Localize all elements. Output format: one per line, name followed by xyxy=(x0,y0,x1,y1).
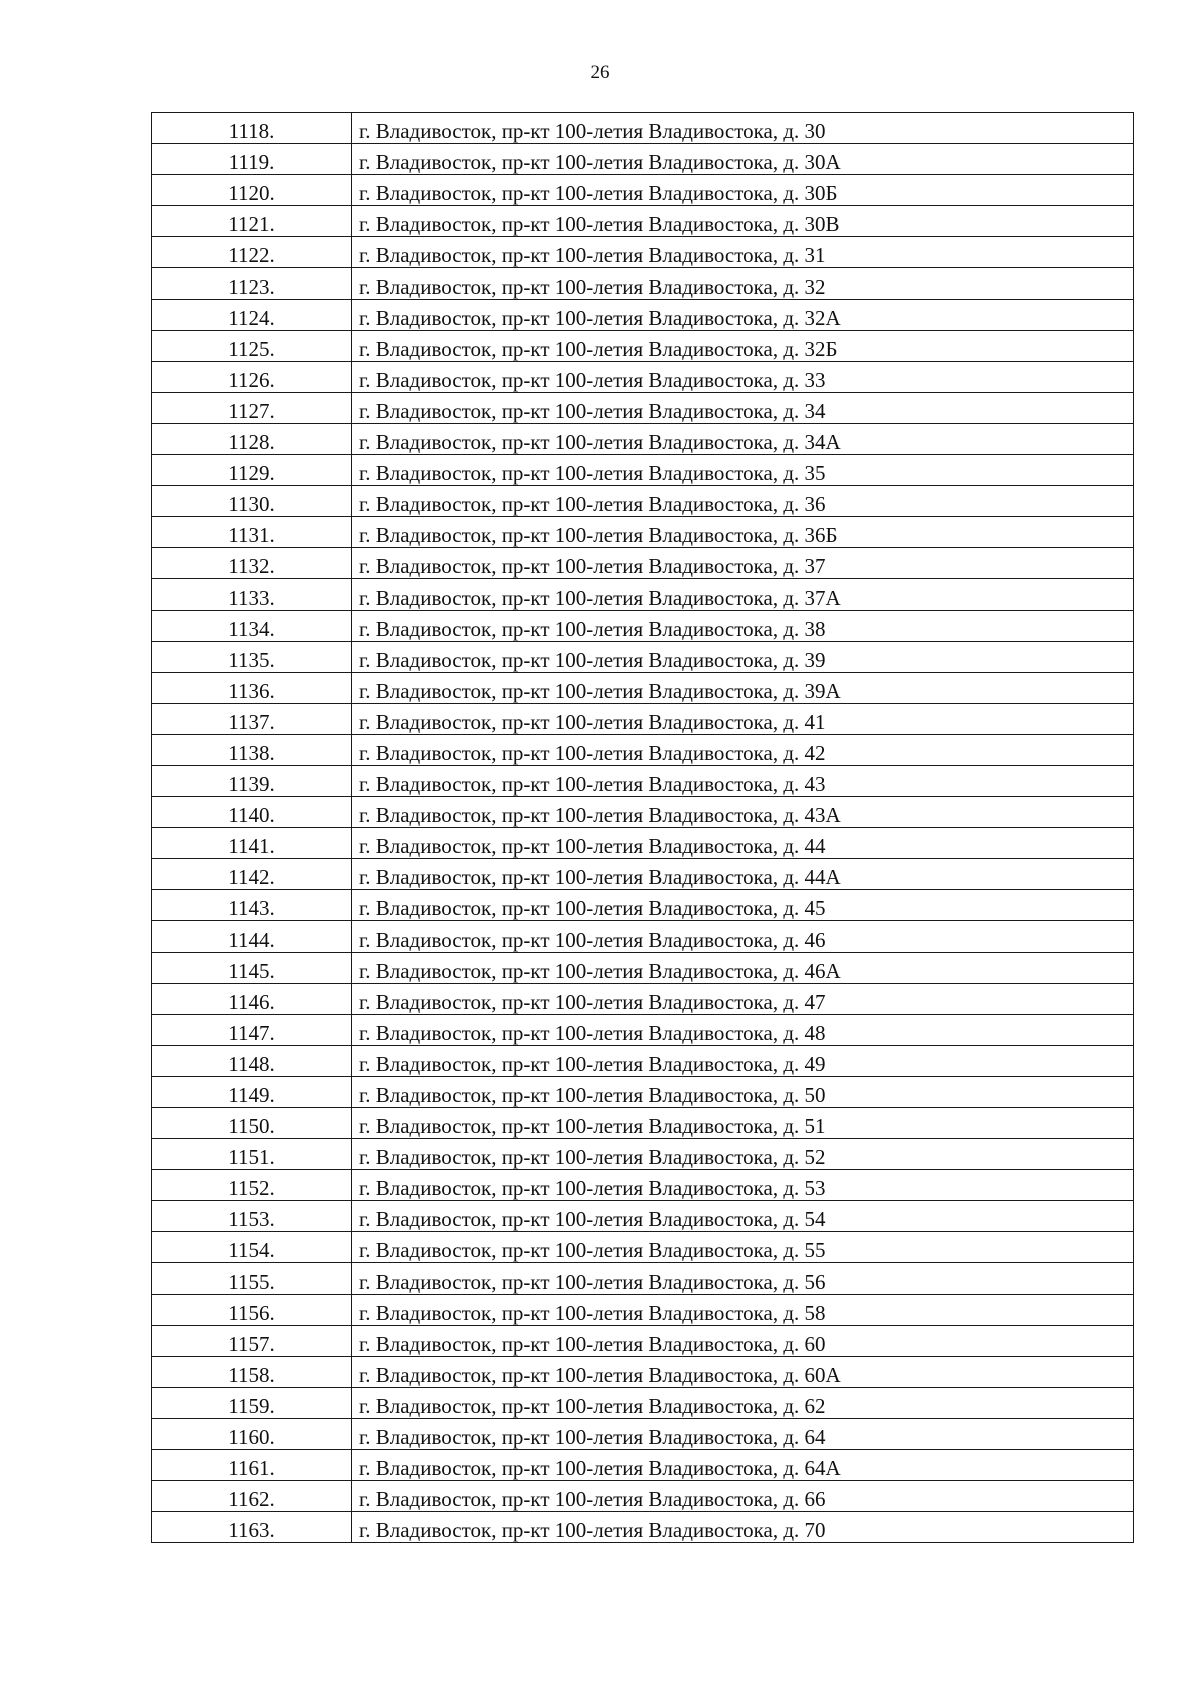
row-number-cell: 1160. xyxy=(152,1418,352,1449)
row-number-cell: 1124. xyxy=(152,299,352,330)
address-cell: г. Владивосток, пр-кт 100-летия Владивостока, д. 60 xyxy=(352,1325,1134,1356)
row-number-cell: 1125. xyxy=(152,330,352,361)
table-row xyxy=(152,1263,1134,1294)
row-number-cell: 1158. xyxy=(152,1356,352,1387)
address-cell: г. Владивосток, пр-кт 100-летия Владивостока, д. 35 xyxy=(352,455,1134,486)
row-number-cell: 1131. xyxy=(152,517,352,548)
address-cell: г. Владивосток, пр-кт 100-летия Владивостока, д. 41 xyxy=(352,703,1134,734)
row-number-cell: 1150. xyxy=(152,1108,352,1139)
page-number: 26 xyxy=(590,62,610,83)
table-row xyxy=(152,1139,1134,1170)
row-number-cell: 1147. xyxy=(152,1014,352,1045)
table-row xyxy=(152,268,1134,299)
table-row xyxy=(152,237,1134,268)
table-row xyxy=(152,672,1134,703)
table-row xyxy=(152,890,1134,921)
table-row xyxy=(152,175,1134,206)
table-row xyxy=(152,548,1134,579)
table-row xyxy=(152,299,1134,330)
address-cell: г. Владивосток, пр-кт 100-летия Владивостока, д. 42 xyxy=(352,734,1134,765)
table-row xyxy=(152,610,1134,641)
address-cell: г. Владивосток, пр-кт 100-летия Владивостока, д. 49 xyxy=(352,1045,1134,1076)
row-number-cell: 1121. xyxy=(152,206,352,237)
address-cell: г. Владивосток, пр-кт 100-летия Владивостока, д. 52 xyxy=(352,1139,1134,1170)
address-cell: г. Владивосток, пр-кт 100-летия Владивостока, д. 64 xyxy=(352,1418,1134,1449)
row-number-cell: 1134. xyxy=(152,610,352,641)
row-number-cell: 1122. xyxy=(152,237,352,268)
address-cell: г. Владивосток, пр-кт 100-летия Владивостока, д. 30 xyxy=(352,113,1134,144)
table-row xyxy=(152,579,1134,610)
address-cell: г. Владивосток, пр-кт 100-летия Владивостока, д. 70 xyxy=(352,1512,1134,1543)
address-cell: г. Владивосток, пр-кт 100-летия Владивостока, д. 53 xyxy=(352,1170,1134,1201)
table-row xyxy=(152,641,1134,672)
table-row xyxy=(152,361,1134,392)
table-row xyxy=(152,828,1134,859)
address-cell: г. Владивосток, пр-кт 100-летия Владивостока, д. 39 xyxy=(352,641,1134,672)
address-cell: г. Владивосток, пр-кт 100-летия Владивостока, д. 44 xyxy=(352,828,1134,859)
row-number-cell: 1157. xyxy=(152,1325,352,1356)
table-row xyxy=(152,1325,1134,1356)
row-number-cell: 1154. xyxy=(152,1232,352,1263)
table-row xyxy=(152,206,1134,237)
row-number-cell: 1163. xyxy=(152,1512,352,1543)
row-number-cell: 1129. xyxy=(152,455,352,486)
address-cell: г. Владивосток, пр-кт 100-летия Владивостока, д. 31 xyxy=(352,237,1134,268)
table-row xyxy=(152,486,1134,517)
table-row xyxy=(152,1201,1134,1232)
table-row xyxy=(152,330,1134,361)
address-cell: г. Владивосток, пр-кт 100-летия Владивостока, д. 34А xyxy=(352,423,1134,454)
address-cell: г. Владивосток, пр-кт 100-летия Владивостока, д. 30А xyxy=(352,144,1134,175)
address-cell: г. Владивосток, пр-кт 100-летия Владивостока, д. 56 xyxy=(352,1263,1134,1294)
row-number-cell: 1142. xyxy=(152,859,352,890)
address-cell: г. Владивосток, пр-кт 100-летия Владивостока, д. 36 xyxy=(352,486,1134,517)
row-number-cell: 1144. xyxy=(152,921,352,952)
address-cell: г. Владивосток, пр-кт 100-летия Владивостока, д. 64А xyxy=(352,1450,1134,1481)
row-number-cell: 1119. xyxy=(152,144,352,175)
address-cell: г. Владивосток, пр-кт 100-летия Владивостока, д. 46А xyxy=(352,952,1134,983)
table-row xyxy=(152,144,1134,175)
row-number-cell: 1132. xyxy=(152,548,352,579)
table-row xyxy=(152,1294,1134,1325)
row-number-cell: 1133. xyxy=(152,579,352,610)
address-cell: г. Владивосток, пр-кт 100-летия Владивостока, д. 34 xyxy=(352,392,1134,423)
row-number-cell: 1143. xyxy=(152,890,352,921)
address-cell: г. Владивосток, пр-кт 100-летия Владивостока, д. 62 xyxy=(352,1387,1134,1418)
table-row xyxy=(152,1076,1134,1107)
address-cell: г. Владивосток, пр-кт 100-летия Владивостока, д. 48 xyxy=(352,1014,1134,1045)
address-cell: г. Владивосток, пр-кт 100-летия Владивостока, д. 58 xyxy=(352,1294,1134,1325)
table-row xyxy=(152,392,1134,423)
table-row xyxy=(152,983,1134,1014)
table-row xyxy=(152,921,1134,952)
row-number-cell: 1130. xyxy=(152,486,352,517)
row-number-cell: 1162. xyxy=(152,1481,352,1512)
address-cell: г. Владивосток, пр-кт 100-летия Владивостока, д. 38 xyxy=(352,610,1134,641)
row-number-cell: 1137. xyxy=(152,703,352,734)
table-row xyxy=(152,1045,1134,1076)
row-number-cell: 1146. xyxy=(152,983,352,1014)
address-cell: г. Владивосток, пр-кт 100-летия Владивостока, д. 33 xyxy=(352,361,1134,392)
row-number-cell: 1139. xyxy=(152,765,352,796)
row-number-cell: 1151. xyxy=(152,1139,352,1170)
table-row xyxy=(152,1232,1134,1263)
row-number-cell: 1138. xyxy=(152,734,352,765)
address-cell: г. Владивосток, пр-кт 100-летия Владивостока, д. 36Б xyxy=(352,517,1134,548)
row-number-cell: 1123. xyxy=(152,268,352,299)
row-number-cell: 1152. xyxy=(152,1170,352,1201)
address-cell: г. Владивосток, пр-кт 100-летия Владивостока, д. 54 xyxy=(352,1201,1134,1232)
address-cell: г. Владивосток, пр-кт 100-летия Владивостока, д. 66 xyxy=(352,1481,1134,1512)
address-table xyxy=(151,112,1134,1543)
table-row xyxy=(152,1418,1134,1449)
address-cell: г. Владивосток, пр-кт 100-летия Владивостока, д. 30Б xyxy=(352,175,1134,206)
address-cell: г. Владивосток, пр-кт 100-летия Владивостока, д. 43А xyxy=(352,797,1134,828)
table-row xyxy=(152,1387,1134,1418)
table-row xyxy=(152,517,1134,548)
row-number-cell: 1149. xyxy=(152,1076,352,1107)
table-row xyxy=(152,455,1134,486)
address-cell: г. Владивосток, пр-кт 100-летия Владивостока, д. 45 xyxy=(352,890,1134,921)
address-cell: г. Владивосток, пр-кт 100-летия Владивостока, д. 51 xyxy=(352,1108,1134,1139)
address-cell: г. Владивосток, пр-кт 100-летия Владивостока, д. 32Б xyxy=(352,330,1134,361)
table-row xyxy=(152,1356,1134,1387)
row-number-cell: 1126. xyxy=(152,361,352,392)
table-row xyxy=(152,765,1134,796)
table-row xyxy=(152,423,1134,454)
table-row xyxy=(152,113,1134,144)
row-number-cell: 1155. xyxy=(152,1263,352,1294)
address-table-body xyxy=(152,113,1134,1543)
row-number-cell: 1120. xyxy=(152,175,352,206)
address-cell: г. Владивосток, пр-кт 100-летия Владивостока, д. 37А xyxy=(352,579,1134,610)
address-cell: г. Владивосток, пр-кт 100-летия Владивостока, д. 39А xyxy=(352,672,1134,703)
address-cell: г. Владивосток, пр-кт 100-летия Владивостока, д. 44А xyxy=(352,859,1134,890)
address-cell: г. Владивосток, пр-кт 100-летия Владивостока, д. 60А xyxy=(352,1356,1134,1387)
address-cell: г. Владивосток, пр-кт 100-летия Владивостока, д. 46 xyxy=(352,921,1134,952)
table-row xyxy=(152,1512,1134,1543)
row-number-cell: 1136. xyxy=(152,672,352,703)
table-row xyxy=(152,952,1134,983)
row-number-cell: 1128. xyxy=(152,423,352,454)
row-number-cell: 1141. xyxy=(152,828,352,859)
row-number-cell: 1118. xyxy=(152,113,352,144)
row-number-cell: 1127. xyxy=(152,392,352,423)
table-row xyxy=(152,1170,1134,1201)
table-row xyxy=(152,734,1134,765)
table-row xyxy=(152,703,1134,734)
row-number-cell: 1153. xyxy=(152,1201,352,1232)
address-cell: г. Владивосток, пр-кт 100-летия Владивостока, д. 30В xyxy=(352,206,1134,237)
row-number-cell: 1140. xyxy=(152,797,352,828)
address-cell: г. Владивосток, пр-кт 100-летия Владивостока, д. 32 xyxy=(352,268,1134,299)
address-cell: г. Владивосток, пр-кт 100-летия Владивостока, д. 32А xyxy=(352,299,1134,330)
row-number-cell: 1156. xyxy=(152,1294,352,1325)
row-number-cell: 1135. xyxy=(152,641,352,672)
row-number-cell: 1145. xyxy=(152,952,352,983)
table-row xyxy=(152,1014,1134,1045)
table-row xyxy=(152,797,1134,828)
table-row xyxy=(152,1481,1134,1512)
table-row xyxy=(152,1108,1134,1139)
row-number-cell: 1148. xyxy=(152,1045,352,1076)
address-cell: г. Владивосток, пр-кт 100-летия Владивостока, д. 50 xyxy=(352,1076,1134,1107)
address-cell: г. Владивосток, пр-кт 100-летия Владивостока, д. 37 xyxy=(352,548,1134,579)
row-number-cell: 1159. xyxy=(152,1387,352,1418)
address-cell: г. Владивосток, пр-кт 100-летия Владивостока, д. 43 xyxy=(352,765,1134,796)
address-cell: г. Владивосток, пр-кт 100-летия Владивостока, д. 55 xyxy=(352,1232,1134,1263)
table-row xyxy=(152,1450,1134,1481)
address-cell: г. Владивосток, пр-кт 100-летия Владивостока, д. 47 xyxy=(352,983,1134,1014)
table-row xyxy=(152,859,1134,890)
row-number-cell: 1161. xyxy=(152,1450,352,1481)
